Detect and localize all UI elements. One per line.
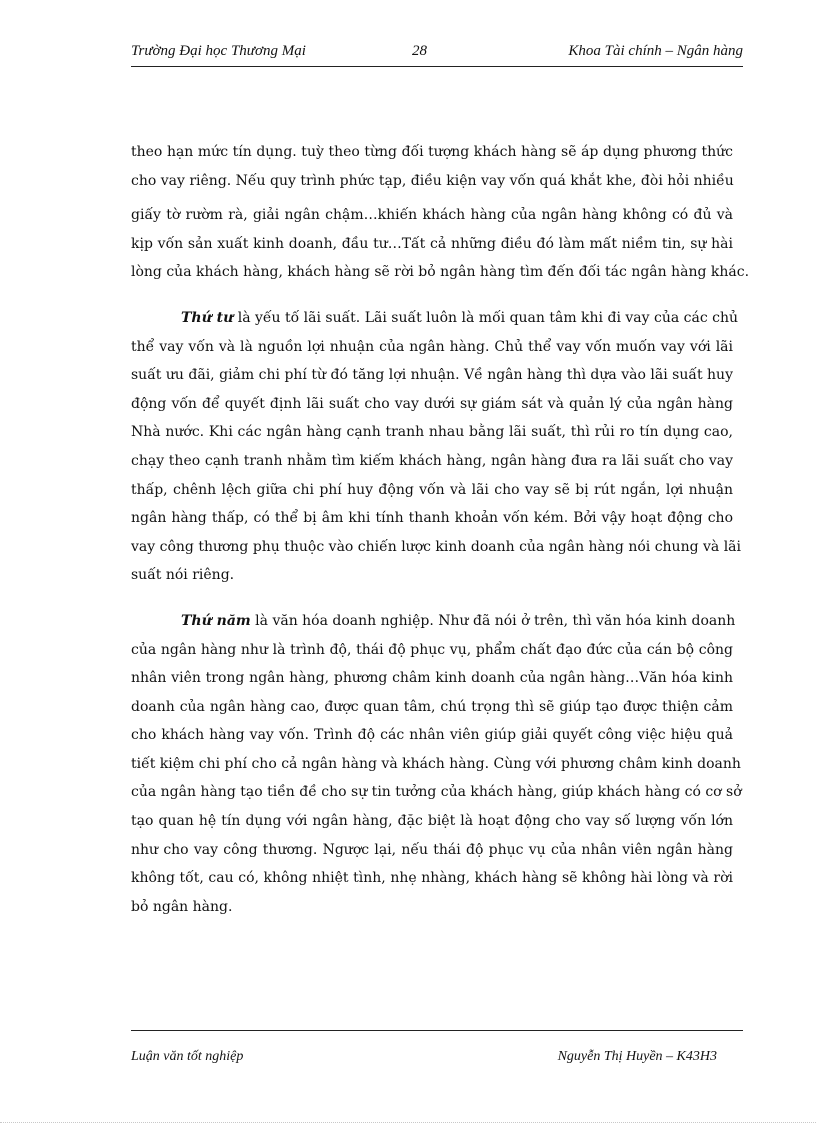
text-line: lòng của khách hàng, khách hàng sẽ rời bỏ ngân hàng tìm đến đối tác ngân hàng khác. [131, 264, 750, 281]
text-line: của ngân hàng tạo tiền đề cho sự tin tưởng của khách hàng, giúp khách hàng có cơ sở [131, 784, 742, 801]
paragraph-lead: Thứ tư [181, 309, 234, 326]
text-line: cho vay riêng. Nếu quy trình phức tạp, điều kiện vay vốn quá khắt khe, đòi hỏi nhiều [131, 172, 734, 189]
text-line: như cho vay công thương. Ngược lại, nếu thái độ phục vụ của nhân viên ngân hàng [131, 841, 733, 858]
text-line: thể vay vốn và là nguồn lợi nhuận của ngân hàng. Chủ thể vay vốn muốn vay với lãi [131, 338, 733, 355]
paragraph-1 [131, 138, 750, 287]
text-segment: là văn hóa doanh nghiệp. Như đã nói ở trên, thì văn hóa kinh doanh [250, 612, 736, 629]
text-line: Nhà nước. Khi các ngân hàng cạnh tranh nhau bằng lãi suất, thì rủi ro tín dụng cao, [131, 424, 733, 441]
header-faculty: Khoa Tài chính – Ngân hàng [568, 43, 743, 59]
paragraph-lead: Thứ năm [181, 612, 251, 629]
text-line [131, 607, 736, 636]
text-line: bỏ ngân hàng. [131, 898, 233, 915]
text-line: nhân viên trong ngân hàng, phương châm kinh doanh của ngân hàng…Văn hóa kinh [131, 670, 733, 687]
text-line: suất nói riêng. [131, 567, 235, 584]
text-line: tạo quan hệ tín dụng với ngân hàng, đặc biệt là hoạt động cho vay số lượng vốn lớn [131, 813, 733, 830]
header-university: Trường Đại học Thương Mại [131, 43, 306, 59]
text-line: động vốn để quyết định lãi suất cho vay dưới sự giám sát và quản lý của ngân hàng [131, 395, 733, 412]
footer-thesis-label: Luận văn tốt nghiệp [131, 1049, 244, 1064]
text-line: theo hạn mức tín dụng. tuỳ theo từng đối tượng khách hàng sẽ áp dụng phương thức [131, 144, 733, 160]
text-line: của ngân hàng như là trình độ, thái độ phục vụ, phẩm chất đạo đức của cán bộ công [131, 641, 733, 658]
text-line: cho khách hàng vay vốn. Trình độ các nhân viên giúp giải quyết công việc hiệu quả [131, 727, 733, 744]
text-segment: là yếu tố lãi suất. Lãi suất luôn là mối quan tâm khi đi vay của các chủ [233, 309, 739, 326]
text-line: thấp, chênh lệch giữa chi phí huy động vốn và lãi cho vay sẽ bị rút ngắn, lợi nhuận [131, 481, 733, 498]
text-line: ngân hàng thấp, có thể bị âm khi tính thanh khoản vốn kém. Bởi vậy hoạt động cho [131, 510, 733, 527]
page-footer [131, 1030, 743, 1064]
page-number: 28 [412, 43, 427, 59]
text-line: tiết kiệm chi phí cho cả ngân hàng và khách hàng. Cùng với phương châm kinh doanh [131, 755, 741, 772]
page-header [131, 40, 743, 67]
paragraph-2 [131, 304, 742, 590]
text-line: kịp vốn sản xuất kinh doanh, đầu tư…Tất cả những điều đó làm mất niềm tin, sự hài [131, 235, 733, 252]
text-line: giấy tờ rườm rà, giải ngân chậm…khiến khách hàng của ngân hàng không có đủ và [131, 207, 733, 224]
text-line: doanh của ngân hàng cao, được quan tâm, chú trọng thì sẽ giúp tạo được thiện cảm [131, 698, 733, 715]
text-line [131, 304, 739, 333]
footer-author: Nguyễn Thị Huyền – K43H3 [557, 1049, 717, 1064]
text-line: vay công thương phụ thuộc vào chiến lược kinh doanh của ngân hàng nói chung và lãi [131, 538, 742, 555]
text-line: không tốt, cau có, không nhiệt tình, nhẹ nhàng, khách hàng sẽ không hài lòng và rời [131, 870, 733, 887]
body-text [131, 138, 750, 938]
text-line: suất ưu đãi, giảm chi phí từ đó tăng lợi nhuận. Về ngân hàng thì dựa vào lãi suất huy [131, 367, 733, 384]
paragraph-3 [131, 607, 742, 922]
text-line: chạy theo cạnh tranh nhằm tìm kiếm khách hàng, ngân hàng đưa ra lãi suất cho vay [131, 452, 733, 469]
